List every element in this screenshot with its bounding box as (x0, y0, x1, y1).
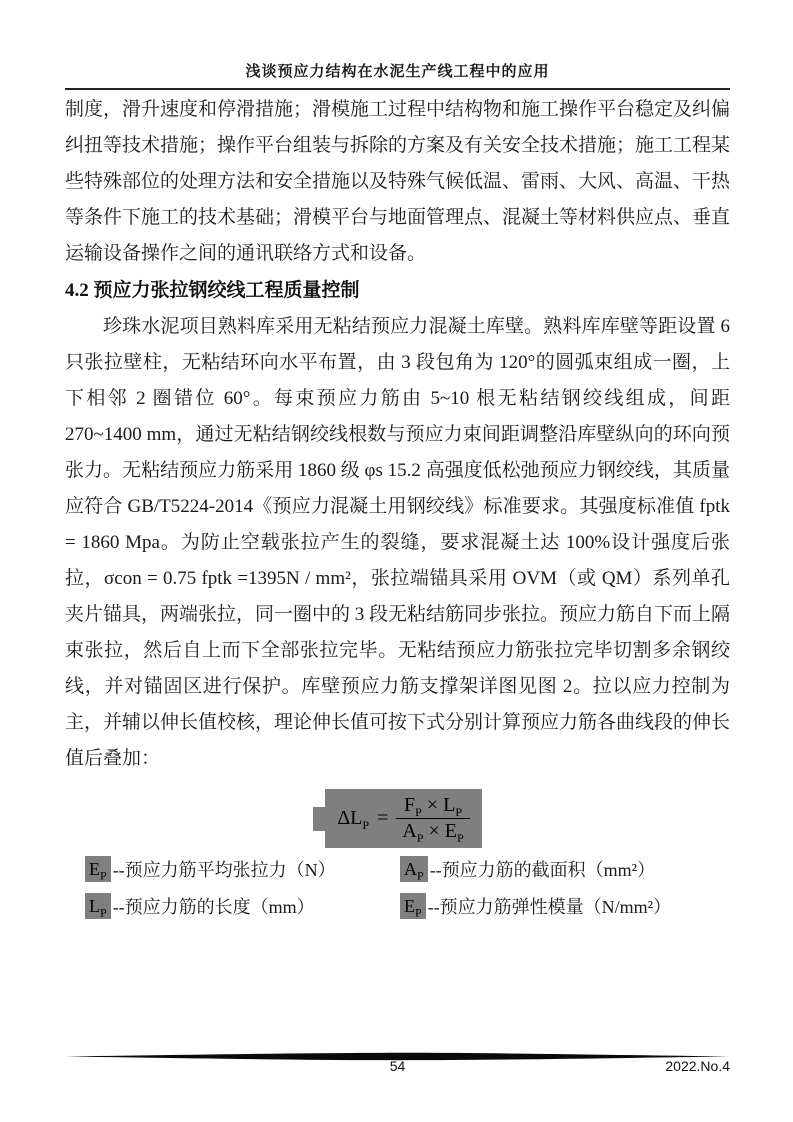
denominator-times: × (428, 820, 440, 842)
main-text-column (65, 92, 730, 919)
definition-cross-section (400, 856, 730, 882)
symbol-base: A (404, 859, 417, 879)
symbol-base: E (404, 896, 415, 916)
numerator-times: × (426, 794, 439, 816)
formula-equals: = (377, 807, 389, 829)
formula-lhs-base: ΔL (337, 807, 363, 829)
denominator-left-base: A (402, 820, 417, 842)
symbol-sub: P (417, 868, 424, 883)
symbol-base: E (89, 859, 100, 879)
formula-lhs (337, 807, 369, 830)
symbol-base: L (89, 896, 100, 916)
section-heading-4-2: 4.2 预应力张拉钢绞线工程质量控制 (65, 280, 360, 301)
formula-lhs-sub: P (362, 818, 370, 832)
numerator-left-base: F (404, 794, 416, 816)
page-number: 54 (389, 1058, 406, 1074)
definition-text: --预应力筋的长度（mm） (112, 897, 315, 917)
running-head-title: 浅谈预应力结构在水泥生产线工程中的应用 (65, 60, 730, 90)
formula-numerator (396, 794, 469, 819)
definition-length (85, 893, 400, 919)
formula-denominator (396, 819, 469, 843)
denominator-right-base: E (444, 820, 457, 842)
body-paragraph-2: 珍珠水泥项目熟料库采用无粘结预应力混凝土库壁。熟料库库壁等距设置 6 只张拉壁柱，无粘结环向水平布置，由 3 段包角为 120°的圆弧束组成一圈，上下相邻 2 圈错位 60°。每束预应力筋由 5~10 根无粘结钢绞线组成，间距 270~1400 mm，通过无粘结钢绞线根数与预应力束间距调整沿库壁纵向的环向预张力。无粘结预应力筋采用 1860 级 φs 15.2 高强度低松弛预应力钢绞线，其质量应符合 GB/T5224-2014《预应力混凝土用钢绞线》标准要求。其强度标准值 fptk = 1860 Mpa。为防止空载张拉产生的裂缝，要求混凝土达 100%设计强度后张拉，σcon = 0.75 fptk =1395N / mm²，张拉端锚具采用 OVM（或 QM）系列单孔夹片锚具，两端张拉，同一圈中的 3 段无粘结筋同步张拉。预应力筋自下而上隔束张拉，然后自上而下全部张拉完毕。无粘结预应力筋张拉完毕切割多余钢绞线，并对锚固区进行保护。库壁预应力筋支撑架详图见图 2。拉以应力控制为主，并辅以伸长值校核，理论伸长值可按下式分别计算预应力筋各曲线段的伸长值后叠加： (65, 316, 731, 769)
definition-text: --预应力筋平均张拉力（N） (112, 860, 336, 880)
definition-text: --预应力筋弹性模量（N/mm²） (427, 897, 672, 917)
definition-elastic-modulus (400, 893, 730, 919)
symbol-sub: P (415, 905, 422, 920)
numerator-right-base: L (443, 794, 456, 816)
issue-label: 2022.No.4 (665, 1058, 730, 1074)
formula-block (65, 789, 730, 848)
symbol-sub: P (100, 905, 107, 920)
footer (65, 1058, 730, 1078)
definition-avg-tension (85, 856, 400, 882)
denominator-right-sub: P (457, 831, 464, 845)
definition-text: --预应力筋的截面积（mm²） (429, 860, 656, 880)
numerator-right-sub: P (455, 805, 463, 819)
symbol-highlight-ap (400, 856, 428, 882)
denominator-left-sub: P (416, 831, 424, 845)
symbol-highlight-ep1 (85, 856, 111, 882)
symbol-highlight-ep2 (400, 893, 426, 919)
body-paragraph-1: 制度，滑升速度和停滑措施；滑模施工过程中结构物和施工操作平台稳定及纠偏纠扭等技术措施；操作平台组装与拆除的方案及有关安全技术措施；施工工程某些特殊部位的处理方法和安全措施以及特殊气候低温、雷雨、大风、高温、干热等条件下施工的技术基础；滑模平台与地面管理点、混凝土等材料供应点、垂直运输设备操作之间的通讯联络方式和设备。 (65, 99, 731, 264)
symbol-sub: P (100, 868, 107, 883)
formula-term-definitions (65, 856, 730, 919)
formula-fraction (396, 794, 469, 843)
symbol-highlight-lp (85, 893, 111, 919)
footer-divider (65, 1048, 730, 1057)
formula-highlight-tab (313, 807, 325, 831)
numerator-left-sub: P (415, 805, 422, 819)
elongation-formula (325, 789, 481, 848)
